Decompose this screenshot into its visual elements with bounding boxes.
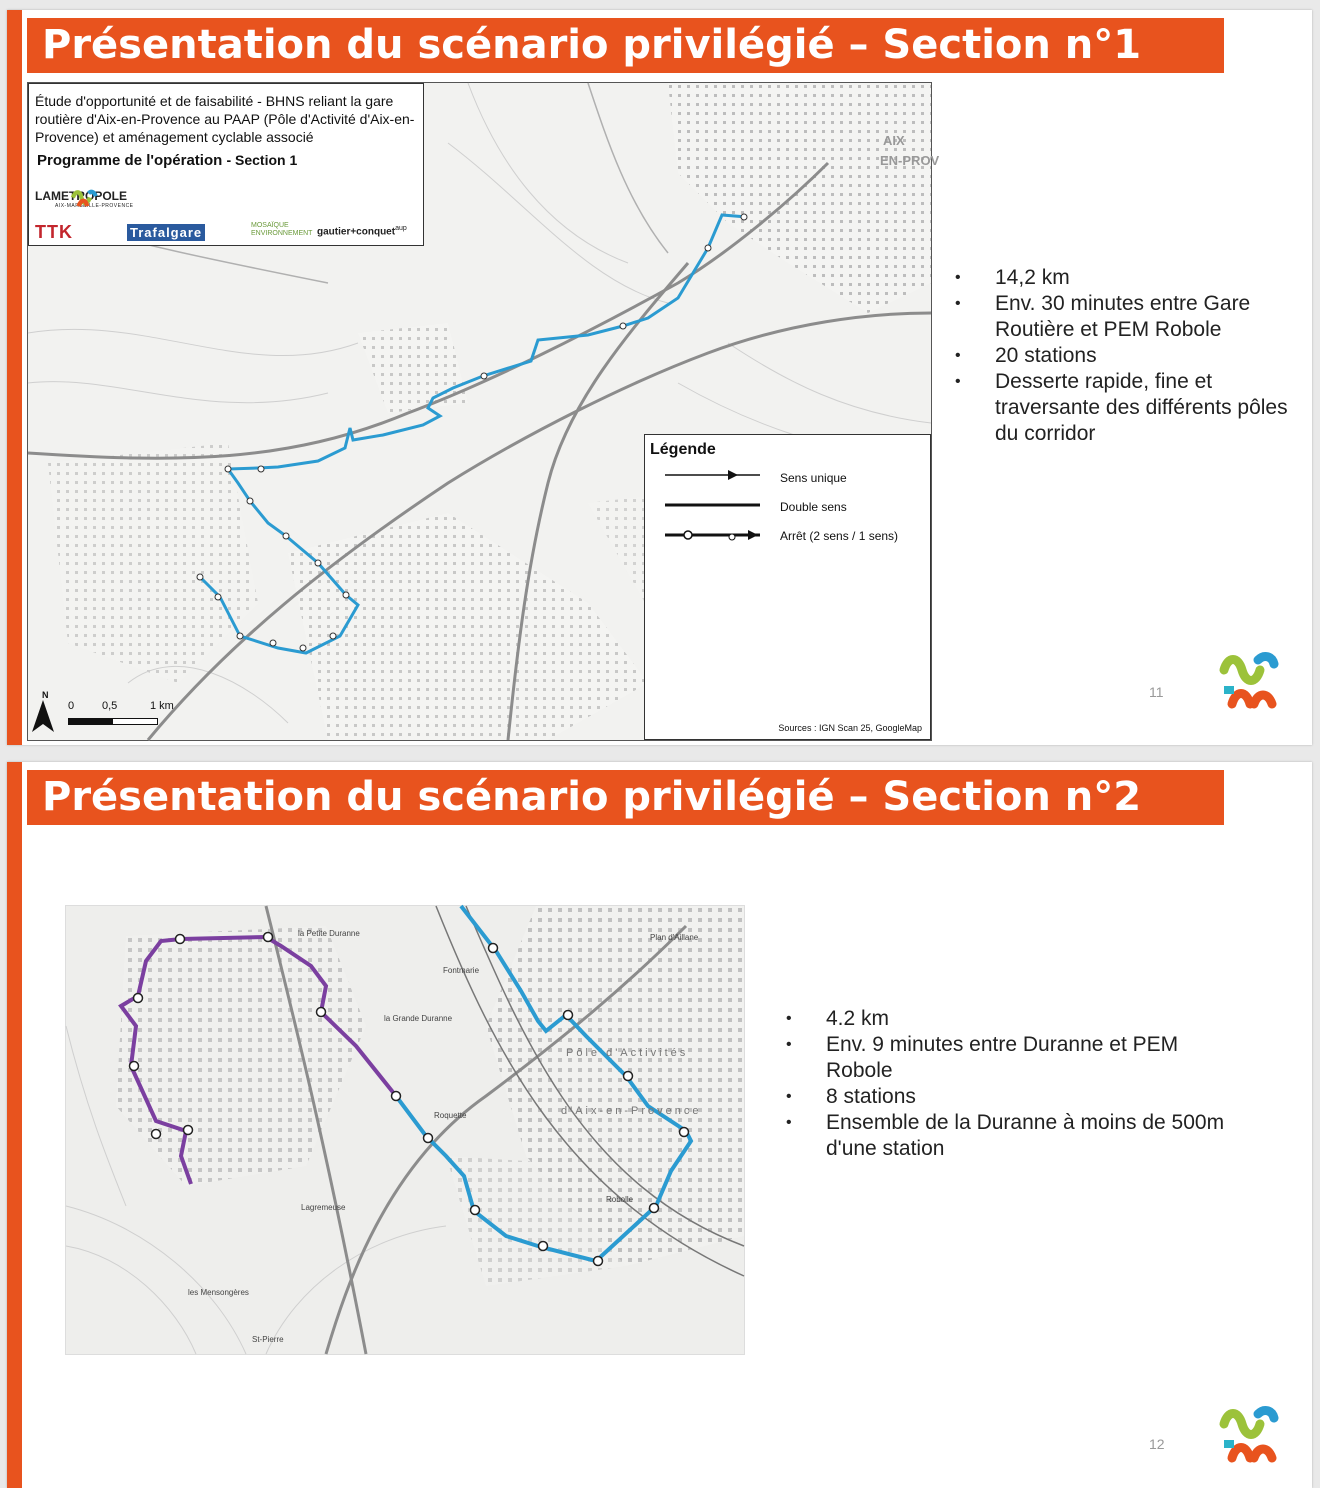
legend-item-two-way: Double sens: [780, 500, 847, 514]
fact-length: • 14,2 km: [955, 265, 1295, 291]
legend-item-one-way: Sens unique: [780, 471, 847, 485]
slide-title: Présentation du scénario privilégié – Section n°2: [27, 770, 1224, 825]
fact-length: • 4.2 km: [786, 1006, 1236, 1032]
map-label-robolle: Robolle: [606, 1195, 634, 1204]
section1-map: [27, 82, 940, 741]
metropole-logo: [35, 189, 134, 209]
mosaique-logo: MOSAÏQUE ENVIRONNEMENT: [251, 222, 313, 237]
stop-one-way-icon: [729, 534, 735, 540]
slide-accent-bar: [7, 762, 22, 1488]
fact-duration: • Env. 30 minutes entre Gare Routière et PEM Robole: [955, 291, 1295, 343]
fact-stations: • 20 stations: [955, 343, 1295, 369]
gautier-conquet-text: gautier+conquet: [317, 226, 396, 238]
north-label: N: [42, 690, 49, 700]
metropole-brand-icon: [1218, 650, 1278, 710]
map-programme: [37, 152, 417, 169]
metropole-logo-text: LAMETROPOLE: [35, 189, 127, 203]
map-label-mensongeres: les Mensongères: [188, 1288, 249, 1297]
map-sources: Sources : IGN Scan 25, GoogleMap: [778, 723, 922, 733]
ttk-logo: TTK: [35, 222, 73, 242]
map-label-roquette: Roquette: [434, 1111, 467, 1120]
metropole-brand-icon: [1218, 1404, 1278, 1464]
map-section-label: - Section 1: [226, 152, 298, 168]
map-description: Étude d'opportunité et de faisabilité - BHNS reliant la gare routière d'Aix-en-Provence au PAAP (Pôle d'Activité d'Aix-en-Provence) et aménagement cyclable associé: [35, 93, 415, 145]
slide-11: [7, 10, 1312, 745]
fact-coverage: • Ensemble de la Duranne à moins de 500m d'une station: [786, 1110, 1236, 1162]
section2-map-drawing: [66, 906, 744, 1354]
section1-key-facts: [955, 265, 1295, 447]
gautier-conquet-logo: [317, 225, 407, 237]
legend-title: Légende: [650, 441, 716, 458]
scale-label-0: 0: [68, 700, 75, 712]
map-label-fontmarie: Fontmarie: [443, 966, 480, 975]
metropole-logo-subtext: AIX-MARSEILLE-PROVENCE: [55, 203, 134, 209]
map-label-grande-duranne: la Grande Duranne: [384, 1014, 453, 1023]
slide-title: Présentation du scénario privilégié – Section n°1: [27, 18, 1224, 73]
section2-map: [65, 905, 745, 1355]
partner-logos: [35, 222, 420, 244]
map-label-aix-en-provence: d'Aix-en-Provence: [561, 1105, 702, 1117]
map-label-plan-aillane: Plan d'Aillane: [650, 933, 699, 942]
slide-12: [7, 762, 1312, 1488]
map-city-label-1: AIX: [883, 133, 905, 148]
map-label-pole-activites: Pôle d'Activités: [566, 1047, 689, 1059]
map-label-lagremeuse: Lagremeuse: [301, 1203, 346, 1212]
fact-stations: • 8 stations: [786, 1084, 1236, 1110]
page-number: 11: [1149, 684, 1164, 700]
map-info-box: [28, 83, 424, 246]
fact-service: • Desserte rapide, fine et traversante des différents pôles du corridor: [955, 369, 1295, 447]
map-programme-label: Programme de l'opération: [37, 152, 223, 169]
page-number: 12: [1149, 1436, 1165, 1452]
legend-symbols: [660, 465, 770, 555]
map-label-petite-duranne: la Petite Duranne: [298, 929, 360, 938]
gautier-conquet-aup: aup: [395, 225, 407, 232]
metropole-logo-icon: [35, 189, 134, 209]
map-scale: [30, 690, 200, 738]
legend-item-stop: Arrêt (2 sens / 1 sens): [780, 529, 899, 543]
map-legend: [644, 434, 931, 740]
fact-duration: • Env. 9 minutes entre Duranne et PEM Robole: [786, 1032, 1236, 1084]
map-city-label-2: EN-PROV: [880, 153, 940, 168]
section2-key-facts: [786, 1006, 1236, 1162]
map-label-st-pierre: St-Pierre: [252, 1335, 284, 1344]
slide-accent-bar: [7, 10, 22, 745]
trafalgare-logo: Trafalgare: [127, 224, 205, 241]
one-way-arrow-icon: [728, 470, 738, 480]
scale-label-half: 0,5: [102, 700, 118, 712]
scale-label-1km: 1 km: [150, 700, 174, 712]
stop-two-way-icon: [684, 531, 692, 539]
